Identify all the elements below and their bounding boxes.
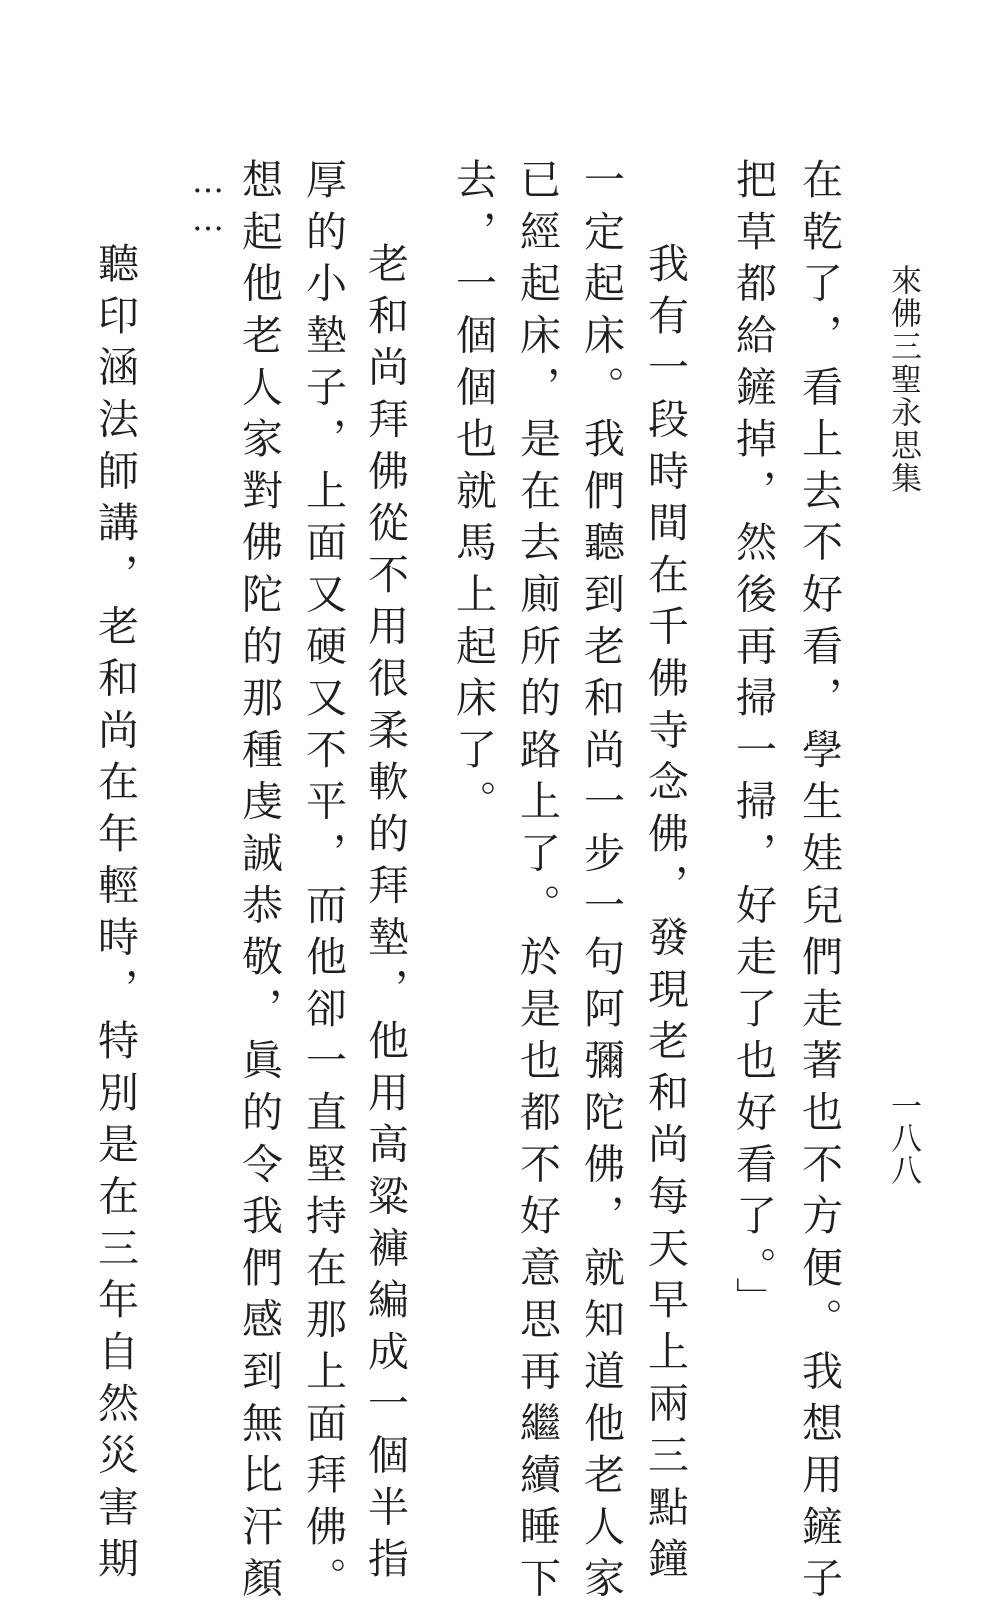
text-column-7: 老和尚拜佛從不用很柔軟的拜墊，他用高粱褲編成一個半指 [361, 242, 409, 1589]
text-column-9: 想起他老人家對佛陀的那種虔誠恭敬，眞的令我們感到無比汗顏 [235, 158, 283, 1608]
text-column-4: 一定起床。我們聽到老和尚一步一句阿彌陀佛，就知道他老人家 [577, 158, 625, 1608]
text-column-8: 厚的小墊子，上面又硬又不平，而他卻一直堅持在那上面拜佛。 [299, 158, 347, 1608]
ellipsis-column: …… [189, 162, 227, 238]
text-column-2: 把草都給鏟掉，然後再掃一掃，好走了也好看了。」 [729, 158, 777, 1329]
text-column-11: 聽印涵法師講，老和尚在年輕時，特別是在三年自然災害期 [91, 242, 139, 1589]
text-column-1: 在乾了，看上去不好看，學生娃兒們走著也不方便。我想用鏟子 [795, 158, 843, 1608]
running-header-title: 來佛三聖永思集 [885, 264, 921, 495]
text-column-6: 去，一個個也就馬上起床了。 [449, 158, 497, 832]
text-column-3: 我有一段時間在千佛寺念佛，發現老和尚每天早上兩三點鐘 [641, 242, 689, 1589]
text-column-5: 已經起床，是在去廁所的路上了。於是也都不好意思再繼續睡下 [513, 158, 561, 1608]
page-number: 一八八 [885, 1090, 921, 1186]
